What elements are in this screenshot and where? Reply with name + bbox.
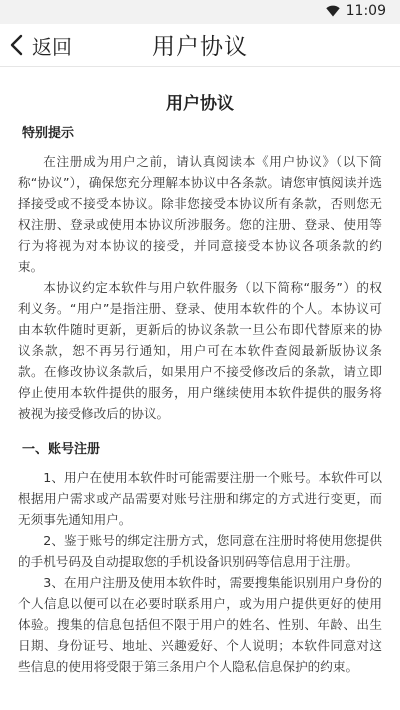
section-paragraph: 2、鉴于账号的绑定注册方式，您同意在注册时将使用您提供的手机号码及自动提取您的手机设备识别码等信息用于注册。 (18, 533, 382, 569)
document-title: 用户协议 (166, 94, 234, 114)
status-icons (326, 3, 386, 19)
status-time: 11:09 (345, 3, 386, 19)
intro-heading: 特别提示 (22, 126, 75, 141)
agreement-content[interactable] (0, 67, 400, 710)
wifi-icon (326, 5, 340, 17)
page-title: 用户协议 (152, 34, 248, 60)
intro-paragraph: 本协议约定本软件与用户软件服务（以下简称“服务”）的权利义务。“用户”是指注册、登录、使用本软件的个人。本协议可由本软件随时更新，更新后的协议条款一旦公布即代替原来的协议条款，恕不再另行通知，用户可在本软件查阅最新版协议条款。在修改协议条款后，如果用户不接受修改后的条款，请立即停止使用本软件提供的服务，用户继续使用本软件提供的服务将被视为接受修改后的协议。 (18, 280, 382, 421)
status-bar (0, 0, 400, 24)
section-paragraph: 1、用户在使用本软件时可能需要注册一个账号。本软件可以根据用户需求或产品需要对账号注册和绑定的方式进行变更，而无须事先通知用户。 (18, 470, 382, 527)
intro-paragraph: 在注册成为用户之前，请认真阅读本《用户协议》（以下简称“协议”），确保您充分理解本协议中各条款。请您审慎阅读并选择接受或不接受本协议。除非您接受本协议所有条款，否则您无权注册、登录或使用本协议所涉服务。您的注册、登录、使用等行为将视为对本协议的接受，并同意接受本协议各项条款的约束。 (18, 154, 382, 274)
section-heading-account: 一、账号注册 (22, 442, 101, 457)
app-header (0, 24, 400, 67)
back-label: 返回 (32, 34, 72, 59)
section-paragraph: 3、在用户注册及使用本软件时，需要搜集能识别用户身份的个人信息以便可以在必要时联系用户，或为用户提供更好的使用体验。搜集的信息包括但不限于用户的姓名、性别、年龄、出生日期、身份证号、地址、兴趣爱好、个人说明；本软件同意对这些信息的使用将受限于第三条用户个人隐私信息保护的约束。 (18, 575, 382, 674)
